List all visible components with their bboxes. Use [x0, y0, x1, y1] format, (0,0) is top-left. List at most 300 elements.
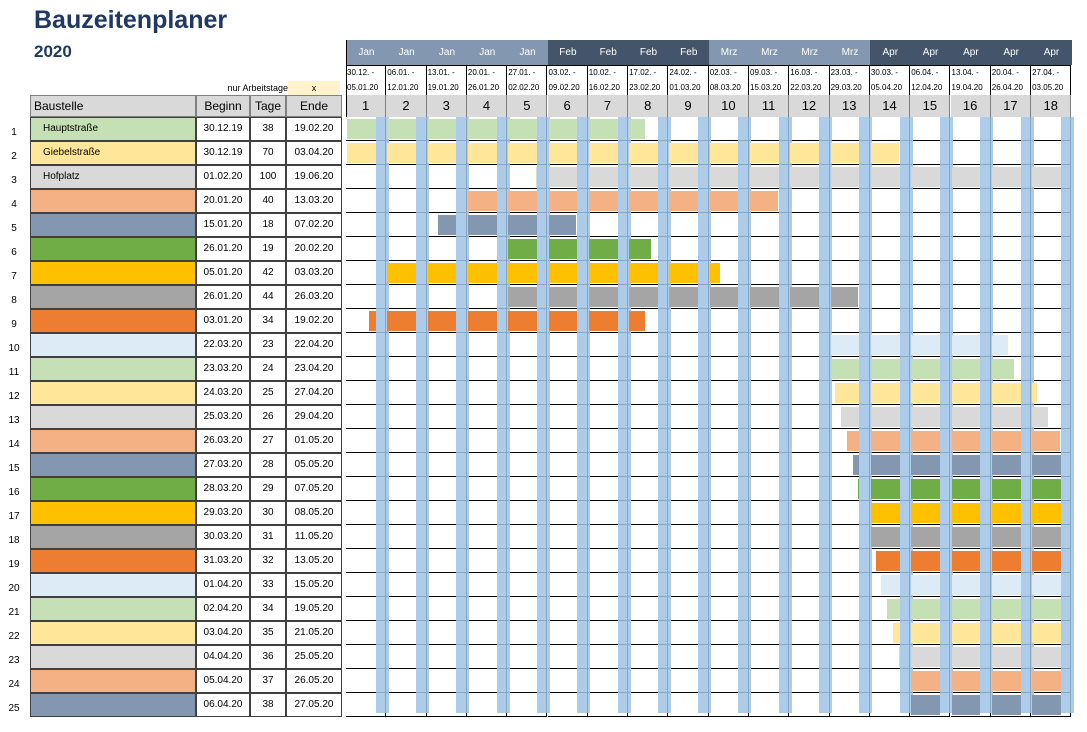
task-end-cell[interactable]: 07.05.20	[286, 477, 342, 501]
gantt-bar[interactable]	[387, 119, 416, 139]
task-end-cell[interactable]: 03.03.20	[286, 261, 342, 285]
task-begin-cell[interactable]: 30.03.20	[196, 525, 250, 549]
gantt-bar[interactable]	[992, 359, 1014, 379]
gantt-bar[interactable]	[952, 623, 981, 643]
gantt-bar[interactable]	[790, 167, 819, 187]
gantt-bar[interactable]	[831, 359, 860, 379]
task-end-cell[interactable]: 21.05.20	[286, 621, 342, 645]
task-days-cell[interactable]: 37	[250, 669, 286, 693]
gantt-bar[interactable]	[952, 647, 981, 667]
task-name-cell[interactable]	[30, 189, 196, 213]
task-begin-cell[interactable]: 26.03.20	[196, 429, 250, 453]
gantt-bar[interactable]	[428, 119, 457, 139]
task-days-cell[interactable]: 42	[250, 261, 286, 285]
weekend-stripe	[819, 117, 832, 713]
gantt-bar[interactable]	[549, 167, 578, 187]
gantt-bar[interactable]	[881, 575, 899, 595]
task-begin-cell[interactable]: 03.01.20	[196, 309, 250, 333]
gantt-bar[interactable]	[589, 143, 618, 163]
gantt-bar[interactable]	[468, 119, 497, 139]
gantt-bar[interactable]	[629, 167, 658, 187]
gantt-bar[interactable]	[911, 455, 940, 475]
task-begin-cell[interactable]: 25.03.20	[196, 405, 250, 429]
week-number: 5	[507, 95, 547, 117]
task-name-cell[interactable]	[30, 237, 196, 261]
gantt-bar[interactable]	[899, 647, 900, 667]
gantt-bar[interactable]	[992, 431, 1021, 451]
task-days-cell[interactable]: 26	[250, 405, 286, 429]
gantt-bar[interactable]	[1032, 383, 1037, 403]
task-name-cell[interactable]	[30, 573, 196, 597]
gantt-bar[interactable]	[468, 311, 497, 331]
task-name-cell[interactable]	[30, 405, 196, 429]
gantt-bar[interactable]	[710, 143, 739, 163]
month-header: Feb	[628, 40, 669, 65]
gantt-bar[interactable]	[508, 191, 537, 211]
gantt-bar[interactable]	[1032, 167, 1061, 187]
gantt-bar[interactable]	[710, 191, 739, 211]
gantt-bar[interactable]	[710, 263, 721, 283]
gantt-bar[interactable]	[893, 623, 900, 643]
weekend-stripe	[1061, 117, 1074, 713]
gantt-bar[interactable]	[508, 263, 537, 283]
gantt-bar[interactable]	[952, 671, 981, 691]
gantt-bar[interactable]	[835, 383, 859, 403]
week-number: 8	[628, 95, 668, 117]
task-name-cell[interactable]: Hofplatz	[30, 165, 196, 189]
gantt-bar[interactable]	[1032, 671, 1061, 691]
gantt-bar[interactable]	[952, 407, 981, 427]
gantt-bar[interactable]	[1032, 695, 1061, 715]
gantt-bar[interactable]	[871, 143, 899, 163]
gantt-bar[interactable]	[428, 263, 457, 283]
week-date-end: 19.01.20	[427, 83, 459, 92]
task-begin-cell[interactable]: 15.01.20	[196, 213, 250, 237]
task-days-cell[interactable]: 100	[250, 165, 286, 189]
task-begin-cell[interactable]: 26.01.20	[196, 237, 250, 261]
gantt-bar[interactable]	[858, 479, 859, 499]
gantt-bar[interactable]	[992, 599, 1021, 619]
task-days-cell[interactable]: 25	[250, 381, 286, 405]
gantt-bar[interactable]	[629, 119, 645, 139]
task-begin-cell[interactable]: 30.12.19	[196, 141, 250, 165]
task-begin-cell[interactable]: 29.03.20	[196, 501, 250, 525]
task-begin-cell[interactable]: 28.03.20	[196, 477, 250, 501]
task-end-cell[interactable]: 22.04.20	[286, 333, 342, 357]
gantt-bar[interactable]	[1032, 599, 1061, 619]
task-end-cell[interactable]: 13.03.20	[286, 189, 342, 213]
page-title: Bauzeitenplaner	[34, 6, 228, 34]
gantt-bar[interactable]	[841, 407, 859, 427]
gantt-bar[interactable]	[911, 167, 940, 187]
gantt-bar[interactable]	[536, 167, 537, 187]
task-begin-cell[interactable]: 05.04.20	[196, 669, 250, 693]
task-name-cell[interactable]	[30, 549, 196, 573]
gantt-bar[interactable]	[853, 455, 860, 475]
task-days-cell[interactable]: 27	[250, 429, 286, 453]
task-begin-cell[interactable]: 01.04.20	[196, 573, 250, 597]
task-name-cell[interactable]	[30, 261, 196, 285]
task-begin-cell[interactable]: 06.04.20	[196, 693, 250, 717]
week-date-end: 12.04.20	[911, 83, 943, 92]
gantt-bar[interactable]	[750, 287, 779, 307]
task-end-cell[interactable]: 08.05.20	[286, 501, 342, 525]
gantt-bar[interactable]	[508, 119, 537, 139]
task-days-cell[interactable]: 33	[250, 573, 286, 597]
task-end-cell[interactable]: 19.02.20	[286, 309, 342, 333]
gantt-bar[interactable]	[629, 191, 658, 211]
year-label: 2020	[34, 42, 72, 61]
gantt-bar[interactable]	[669, 263, 698, 283]
gantt-bar[interactable]	[887, 599, 900, 619]
gantt-bar[interactable]	[1032, 527, 1061, 547]
gantt-bar[interactable]	[911, 527, 940, 547]
task-name-cell[interactable]	[30, 213, 196, 237]
task-days-cell[interactable]: 23	[250, 333, 286, 357]
gantt-bar[interactable]	[831, 287, 859, 307]
gantt-bar[interactable]	[549, 191, 578, 211]
task-end-cell[interactable]: 03.04.20	[286, 141, 342, 165]
month-header: Mrz	[709, 40, 750, 65]
gantt-bar[interactable]	[952, 167, 981, 187]
gantt-bar[interactable]	[847, 431, 860, 451]
gantt-bar[interactable]	[871, 335, 900, 355]
gantt-bar[interactable]	[750, 167, 779, 187]
task-end-cell[interactable]: 27.04.20	[286, 381, 342, 405]
task-end-cell[interactable]: 29.04.20	[286, 405, 342, 429]
task-end-cell[interactable]: 05.05.20	[286, 453, 342, 477]
task-days-cell[interactable]: 30	[250, 501, 286, 525]
gantt-bar[interactable]	[911, 671, 940, 691]
gantt-bar[interactable]	[549, 215, 577, 235]
task-days-cell[interactable]: 40	[250, 189, 286, 213]
gantt-bar[interactable]	[669, 191, 698, 211]
week-date-range	[789, 65, 829, 95]
gantt-bar[interactable]	[992, 647, 1021, 667]
gantt-bar[interactable]	[992, 623, 1021, 643]
gantt-bar[interactable]	[911, 623, 940, 643]
task-end-cell[interactable]: 26.05.20	[286, 669, 342, 693]
task-days-cell[interactable]: 36	[250, 645, 286, 669]
task-name-cell[interactable]	[30, 309, 196, 333]
gantt-bar[interactable]	[468, 263, 497, 283]
task-end-cell[interactable]: 20.02.20	[286, 237, 342, 261]
gantt-bar[interactable]	[1032, 551, 1061, 571]
week-date-end: 29.03.20	[830, 83, 862, 92]
task-end-cell[interactable]: 01.05.20	[286, 429, 342, 453]
gantt-bar[interactable]	[952, 383, 981, 403]
gantt-bar[interactable]	[549, 119, 578, 139]
gantt-bar[interactable]	[911, 359, 940, 379]
gantt-bar[interactable]	[911, 551, 940, 571]
task-days-cell[interactable]: 34	[250, 597, 286, 621]
gantt-bar[interactable]	[589, 119, 618, 139]
gantt-bar[interactable]	[911, 479, 940, 499]
week-date-end: 23.02.20	[629, 83, 661, 92]
gantt-bar[interactable]	[871, 383, 900, 403]
gantt-bar[interactable]	[911, 407, 940, 427]
gantt-bar[interactable]	[952, 455, 981, 475]
gantt-bar[interactable]	[468, 215, 497, 235]
gantt-bar[interactable]	[871, 359, 900, 379]
gantt-bar[interactable]	[871, 167, 900, 187]
gantt-bar[interactable]	[1032, 431, 1060, 451]
task-name-cell[interactable]	[30, 333, 196, 357]
gantt-bar[interactable]	[669, 167, 698, 187]
gantt-bar[interactable]	[992, 551, 1021, 571]
gantt-bar[interactable]	[549, 287, 578, 307]
gantt-bar[interactable]	[871, 431, 900, 451]
gantt-bar[interactable]	[589, 239, 618, 259]
arbeitstage-toggle-cell[interactable]: x	[288, 81, 340, 95]
task-days-cell[interactable]: 38	[250, 117, 286, 141]
task-begin-cell[interactable]: 04.04.20	[196, 645, 250, 669]
gantt-bar[interactable]	[911, 503, 940, 523]
week-date-start: 10.02. -	[588, 68, 616, 77]
week-date-start: 16.03. -	[790, 68, 818, 77]
gantt-bar[interactable]	[992, 383, 1021, 403]
task-name-cell[interactable]	[30, 381, 196, 405]
gantt-bar[interactable]	[1032, 503, 1061, 523]
gantt-bar[interactable]	[438, 215, 456, 235]
task-end-cell[interactable]: 19.06.20	[286, 165, 342, 189]
task-begin-cell[interactable]: 26.01.20	[196, 285, 250, 309]
gantt-bar[interactable]	[911, 383, 940, 403]
task-name-cell[interactable]: Giebelstraße	[30, 141, 196, 165]
gantt-bar[interactable]	[952, 527, 981, 547]
gantt-bar[interactable]	[952, 431, 981, 451]
gantt-bar[interactable]	[710, 167, 739, 187]
gantt-bar[interactable]	[549, 311, 578, 331]
gantt-bar[interactable]	[952, 551, 981, 571]
gantt-bar[interactable]	[831, 167, 860, 187]
task-days-cell[interactable]: 44	[250, 285, 286, 309]
gantt-bar[interactable]	[387, 311, 416, 331]
gantt-bar[interactable]	[508, 143, 537, 163]
task-name-cell[interactable]	[30, 525, 196, 549]
row-number: 15	[8, 463, 20, 474]
weekend-stripe	[779, 117, 792, 713]
task-days-cell[interactable]: 32	[250, 549, 286, 573]
gantt-bar[interactable]	[549, 263, 578, 283]
gantt-bar[interactable]	[508, 215, 537, 235]
week-date-start: 02.03. -	[709, 68, 737, 77]
gantt-bar[interactable]	[992, 671, 1021, 691]
gantt-bar[interactable]	[952, 575, 981, 595]
task-end-cell[interactable]: 07.02.20	[286, 213, 342, 237]
task-begin-cell[interactable]: 30.12.19	[196, 117, 250, 141]
week-date-range	[991, 65, 1031, 95]
row-number: 18	[8, 535, 20, 546]
gantt-bar[interactable]	[911, 575, 940, 595]
gantt-bar[interactable]	[1032, 575, 1061, 595]
gantt-bar[interactable]	[911, 695, 940, 715]
task-days-cell[interactable]: 19	[250, 237, 286, 261]
week-date-range	[749, 65, 789, 95]
task-begin-cell[interactable]: 27.03.20	[196, 453, 250, 477]
gantt-bar[interactable]	[911, 647, 940, 667]
gantt-bar[interactable]	[952, 503, 981, 523]
gantt-bar[interactable]	[508, 311, 537, 331]
task-days-cell[interactable]: 35	[250, 621, 286, 645]
weekend-stripe	[376, 117, 389, 713]
gantt-bar[interactable]	[876, 551, 900, 571]
gantt-bar[interactable]	[750, 143, 779, 163]
task-days-cell[interactable]: 70	[250, 141, 286, 165]
week-number: 3	[427, 95, 467, 117]
task-begin-cell[interactable]: 03.04.20	[196, 621, 250, 645]
task-begin-cell[interactable]: 05.01.20	[196, 261, 250, 285]
task-begin-cell[interactable]: 01.02.20	[196, 165, 250, 189]
month-header: Mrz	[789, 40, 830, 65]
week-number: 14	[870, 95, 910, 117]
task-end-cell[interactable]: 27.05.20	[286, 693, 342, 717]
task-begin-cell[interactable]: 20.01.20	[196, 189, 250, 213]
gantt-bar[interactable]	[1032, 623, 1061, 643]
gantt-bar[interactable]	[669, 143, 698, 163]
gantt-bar[interactable]	[750, 191, 778, 211]
month-header: Feb	[588, 40, 629, 65]
gantt-bar[interactable]	[387, 263, 416, 283]
gantt-bar[interactable]	[347, 143, 376, 163]
week-date-range	[548, 65, 588, 95]
month-header: Apr	[870, 40, 911, 65]
gantt-bar[interactable]	[629, 311, 645, 331]
gantt-bar[interactable]	[1032, 479, 1061, 499]
gantt-bar[interactable]	[508, 287, 537, 307]
gantt-bar[interactable]	[871, 455, 900, 475]
gantt-bar[interactable]	[871, 527, 900, 547]
task-name-cell[interactable]	[30, 645, 196, 669]
task-end-cell[interactable]: 11.05.20	[286, 525, 342, 549]
gantt-bar[interactable]	[992, 335, 1008, 355]
task-begin-cell[interactable]: 24.03.20	[196, 381, 250, 405]
task-name-cell[interactable]	[30, 669, 196, 693]
gantt-bar[interactable]	[831, 335, 860, 355]
header-baustelle: Baustelle	[30, 95, 196, 117]
task-days-cell[interactable]: 34	[250, 309, 286, 333]
task-days-cell[interactable]: 38	[250, 693, 286, 717]
gantt-bar[interactable]	[790, 143, 819, 163]
gantt-bar[interactable]	[428, 311, 457, 331]
task-end-cell[interactable]: 26.03.20	[286, 285, 342, 309]
gantt-bar[interactable]	[992, 455, 1021, 475]
gantt-bar[interactable]	[871, 479, 900, 499]
week-date-start: 24.02. -	[669, 68, 697, 77]
gantt-bar[interactable]	[871, 503, 900, 523]
task-end-cell[interactable]: 23.04.20	[286, 357, 342, 381]
task-name-cell[interactable]	[30, 429, 196, 453]
row-number: 9	[11, 319, 17, 330]
gantt-bar[interactable]	[1032, 407, 1048, 427]
gantt-bar[interactable]	[589, 311, 618, 331]
gantt-bar[interactable]	[1032, 455, 1061, 475]
gantt-bar[interactable]	[710, 287, 739, 307]
gantt-bar[interactable]	[549, 143, 578, 163]
week-date-end: 02.02.20	[508, 83, 540, 92]
task-name-cell[interactable]	[30, 285, 196, 309]
gantt-bar[interactable]	[347, 119, 376, 139]
task-begin-cell[interactable]: 23.03.20	[196, 357, 250, 381]
gantt-bar[interactable]	[629, 287, 658, 307]
gantt-bar[interactable]	[589, 191, 618, 211]
week-date-range	[386, 65, 426, 95]
task-name-cell[interactable]	[30, 597, 196, 621]
task-name-cell[interactable]	[30, 477, 196, 501]
gantt-bar[interactable]	[952, 359, 981, 379]
gantt-bar[interactable]	[911, 599, 940, 619]
gantt-bar[interactable]	[629, 239, 651, 259]
task-end-cell[interactable]: 13.05.20	[286, 549, 342, 573]
task-end-cell[interactable]: 15.05.20	[286, 573, 342, 597]
gantt-bar[interactable]	[992, 479, 1021, 499]
gantt-bar[interactable]	[589, 287, 618, 307]
gantt-bar[interactable]	[589, 167, 618, 187]
task-name-cell[interactable]: Hauptstraße	[30, 117, 196, 141]
task-days-cell[interactable]: 31	[250, 525, 286, 549]
task-end-cell[interactable]: 19.05.20	[286, 597, 342, 621]
gantt-bar[interactable]	[508, 239, 537, 259]
gantt-bar[interactable]	[911, 431, 940, 451]
task-begin-cell[interactable]: 22.03.20	[196, 333, 250, 357]
gantt-bar[interactable]	[992, 527, 1021, 547]
task-days-cell[interactable]: 18	[250, 213, 286, 237]
gantt-bar[interactable]	[387, 143, 416, 163]
gantt-bar[interactable]	[952, 695, 981, 715]
gantt-bar[interactable]	[468, 191, 497, 211]
gantt-bar[interactable]	[992, 167, 1021, 187]
task-days-cell[interactable]: 28	[250, 453, 286, 477]
task-days-cell[interactable]: 29	[250, 477, 286, 501]
task-name-cell[interactable]	[30, 693, 196, 717]
task-begin-cell[interactable]: 02.04.20	[196, 597, 250, 621]
gantt-bar[interactable]	[1032, 647, 1061, 667]
gantt-bar[interactable]	[911, 335, 940, 355]
gantt-bar[interactable]	[669, 287, 698, 307]
gantt-bar[interactable]	[549, 239, 578, 259]
gantt-bar[interactable]	[589, 263, 618, 283]
task-end-cell[interactable]: 19.02.20	[286, 117, 342, 141]
task-days-cell[interactable]: 24	[250, 357, 286, 381]
row-number: 24	[8, 679, 20, 690]
gantt-bar[interactable]	[369, 311, 376, 331]
row-number: 23	[8, 655, 20, 666]
task-name-cell[interactable]	[30, 621, 196, 645]
gantt-bar[interactable]	[629, 263, 658, 283]
task-name-cell[interactable]	[30, 453, 196, 477]
gantt-bar[interactable]	[790, 287, 819, 307]
week-date-end: 26.04.20	[991, 83, 1023, 92]
gantt-bar[interactable]	[992, 695, 1021, 715]
task-end-cell[interactable]: 25.05.20	[286, 645, 342, 669]
task-name-cell[interactable]	[30, 357, 196, 381]
gantt-bar[interactable]	[992, 503, 1021, 523]
month-header: Jan	[467, 40, 508, 65]
gantt-bar[interactable]	[952, 599, 981, 619]
week-date-start: 20.04. -	[991, 68, 1019, 77]
gantt-bar[interactable]	[831, 143, 860, 163]
gantt-bar[interactable]	[992, 575, 1021, 595]
gantt-bar[interactable]	[871, 407, 900, 427]
gantt-bar[interactable]	[468, 143, 497, 163]
gantt-bar[interactable]	[952, 335, 981, 355]
gantt-bar[interactable]	[629, 143, 658, 163]
task-name-cell[interactable]	[30, 501, 196, 525]
gantt-bar[interactable]	[952, 479, 981, 499]
gantt-bar[interactable]	[992, 407, 1021, 427]
task-begin-cell[interactable]: 31.03.20	[196, 549, 250, 573]
gantt-bar[interactable]	[428, 143, 457, 163]
